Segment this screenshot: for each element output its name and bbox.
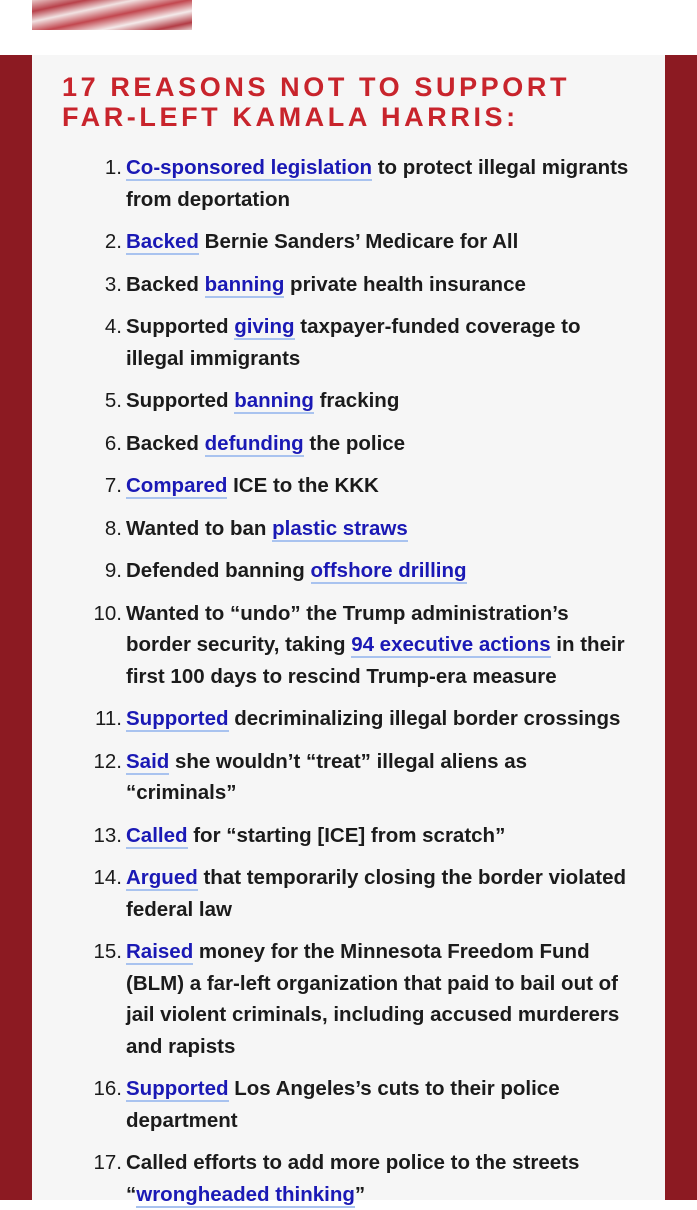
item-text xyxy=(126,936,636,1062)
item-link[interactable]: banning xyxy=(234,389,314,412)
list-item xyxy=(0,269,697,301)
item-text-after: Bernie Sanders’ Medicare for All xyxy=(198,230,519,253)
list-item xyxy=(0,555,697,587)
item-text-after: she wouldn’t “treat” illegal aliens as “criminals” xyxy=(126,749,528,804)
item-number: 5. xyxy=(104,389,122,412)
item-text xyxy=(126,820,636,852)
reasons-list xyxy=(0,152,697,1210)
item-number: 13. xyxy=(93,823,122,847)
item-link[interactable]: offshore drilling xyxy=(310,559,467,582)
item-number: 9. xyxy=(104,559,122,582)
page-title-line-2: FAR-LEFT KAMALA HARRIS: xyxy=(62,102,519,132)
item-text-after: fracking xyxy=(313,389,400,412)
item-text-after: that temporarily closing the border violated federal law xyxy=(126,866,627,921)
list-item xyxy=(0,385,697,417)
item-number: 8. xyxy=(104,516,122,540)
item-text xyxy=(126,862,636,925)
item-text xyxy=(126,555,636,587)
item-text-before: Supported xyxy=(126,315,235,338)
list-item xyxy=(0,1147,697,1210)
item-link[interactable]: Supported xyxy=(126,707,229,730)
list-item xyxy=(0,226,697,258)
item-link[interactable]: 94 executive actions xyxy=(351,633,551,656)
item-number: 17. xyxy=(93,1151,122,1174)
item-text-after: in their first 100 days to rescind Trump-era measure xyxy=(126,633,625,688)
item-text xyxy=(126,428,636,460)
item-number: 7. xyxy=(104,474,122,497)
list-item xyxy=(0,746,697,809)
item-number: 10. xyxy=(93,601,122,625)
item-number: 4. xyxy=(104,315,122,338)
item-text xyxy=(126,226,636,258)
list-item xyxy=(0,862,697,925)
item-link[interactable]: Compared xyxy=(126,474,228,497)
item-link[interactable]: giving xyxy=(234,315,295,338)
top-strip xyxy=(0,0,697,55)
item-link[interactable]: Called xyxy=(126,823,188,847)
item-text-before: Wanted to “undo” the Trump administration’s border security, taking xyxy=(126,601,569,656)
item-text xyxy=(126,1147,636,1210)
item-text xyxy=(126,152,636,215)
item-link[interactable]: banning xyxy=(204,272,285,296)
list-item xyxy=(0,820,697,852)
item-link[interactable]: Backed xyxy=(126,230,199,253)
item-text-after: ” xyxy=(354,1182,366,1206)
item-text xyxy=(126,385,636,417)
item-text-after: decriminalizing illegal border crossings xyxy=(228,707,621,730)
list-item xyxy=(0,311,697,374)
item-text-after: ICE to the KKK xyxy=(227,474,379,497)
item-text-after: to protect illegal migrants from deportation xyxy=(126,156,629,211)
item-link[interactable]: Raised xyxy=(126,940,194,963)
item-text-after: taxpayer-funded coverage to illegal immigrants xyxy=(126,315,581,370)
item-number: 2. xyxy=(104,230,122,253)
item-text-before: Backed xyxy=(126,272,205,296)
item-text xyxy=(126,1073,636,1136)
item-link[interactable]: plastic straws xyxy=(272,516,408,540)
item-number: 14. xyxy=(93,866,122,889)
item-link[interactable]: Co-sponsored legislation xyxy=(126,156,373,179)
list-item xyxy=(0,703,697,735)
item-text-after: the police xyxy=(303,431,406,455)
list-item xyxy=(0,936,697,1062)
item-text xyxy=(126,269,636,301)
item-text-before: Supported xyxy=(126,389,235,412)
item-number: 16. xyxy=(93,1077,122,1100)
item-text-after: for “starting [ICE] from scratch” xyxy=(187,823,506,847)
item-number: 11. xyxy=(95,707,122,730)
item-text-after: Los Angeles’s cuts to their police department xyxy=(126,1077,560,1132)
item-text xyxy=(126,513,636,545)
item-text xyxy=(126,703,636,735)
item-text-after: private health insurance xyxy=(284,272,526,296)
list-item xyxy=(0,470,697,502)
item-text-before: Wanted to ban xyxy=(126,516,273,540)
list-item xyxy=(0,598,697,693)
item-number: 3. xyxy=(104,272,122,296)
item-link[interactable]: wrongheaded thinking xyxy=(136,1182,355,1206)
item-text-before: Defended banning xyxy=(126,559,311,582)
item-link[interactable]: Argued xyxy=(126,866,198,889)
item-text xyxy=(126,598,636,693)
flag-image xyxy=(32,0,192,30)
item-text xyxy=(126,746,636,809)
list-item xyxy=(0,1073,697,1136)
list-item xyxy=(0,513,697,545)
item-text xyxy=(126,470,636,502)
list-item xyxy=(0,428,697,460)
item-number: 6. xyxy=(104,431,122,455)
page-title-line-1: 17 REASONS NOT TO SUPPORT xyxy=(62,72,571,102)
item-number: 15. xyxy=(93,940,122,963)
item-number: 1. xyxy=(104,156,122,179)
item-link[interactable]: defunding xyxy=(204,431,304,455)
item-link[interactable]: Supported xyxy=(126,1077,229,1100)
page-title xyxy=(62,72,662,132)
item-text-before: Backed xyxy=(126,431,205,455)
item-number: 12. xyxy=(93,749,122,773)
item-text-after: money for the Minnesota Freedom Fund (BLM) a far-left organization that paid to bail out of jail violent criminals, including accused murderers and rapists xyxy=(126,940,620,1058)
item-link[interactable]: Said xyxy=(126,749,170,773)
item-text xyxy=(126,311,636,374)
item-text-before: Called efforts to add more police to the streets “ xyxy=(126,1151,580,1206)
list-item xyxy=(0,152,697,215)
